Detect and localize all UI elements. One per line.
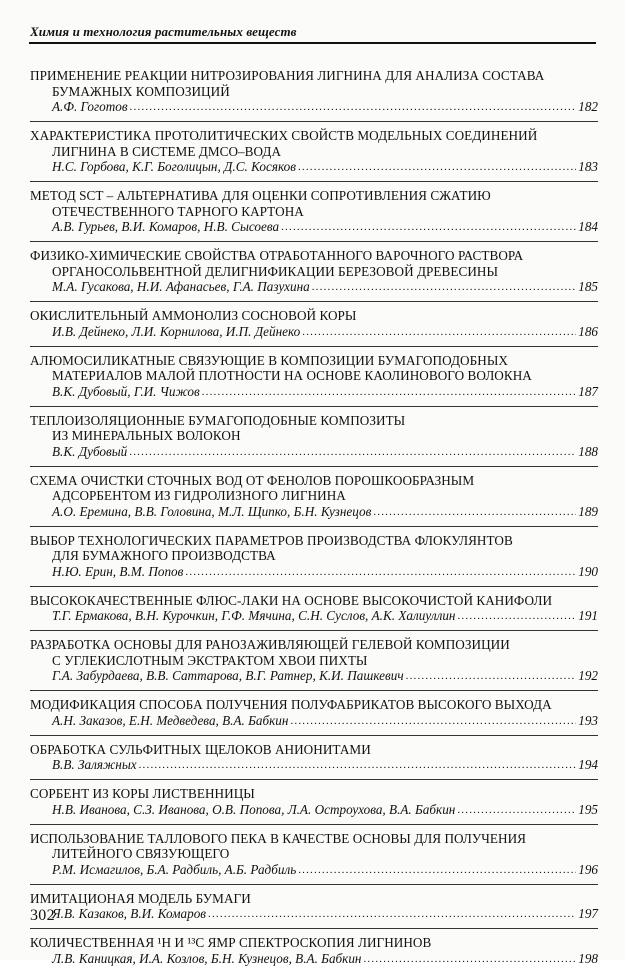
entry-title: [30, 831, 598, 862]
entry-title-line: ИСПОЛЬЗОВАНИЕ ТАЛЛОВОГО ПЕКА В КАЧЕСТВЕ ОСНОВЫ ДЛЯ ПОЛУЧЕНИЯ: [30, 830, 527, 846]
entry-title: [30, 128, 598, 159]
entry-title-continuation: ДЛЯ БУМАЖНОГО ПРОИЗВОДСТВА: [52, 548, 276, 563]
entry-separator: [30, 121, 598, 122]
entry-separator: [30, 779, 598, 780]
entry-title-continuation: С УГЛЕКИСЛОТНЫМ ЭКСТРАКТОМ ХВОИ ПИХТЫ: [52, 652, 368, 668]
running-header: Химия и технология растительных веществ: [30, 24, 297, 39]
entry-authors: А.О. Еремина, В.В. Головина, М.Л. Щипко, Б.Н. Кузнецов: [52, 503, 372, 519]
entry-separator: [30, 884, 598, 885]
entry-page-number: 197: [578, 906, 598, 921]
toc-entry: [30, 128, 598, 176]
entry-page-number: 188: [578, 443, 598, 459]
entry-title: [30, 68, 598, 99]
entry-page-number: 186: [578, 323, 598, 339]
entry-title-line: ПРИМЕНЕНИЕ РЕАКЦИИ НИТРОЗИРОВАНИЯ ЛИГНИНА ДЛЯ АНАЛИЗА СОСТАВА: [30, 68, 545, 83]
entry-separator: [30, 586, 598, 587]
entry-authors: В.К. Дубовый: [52, 443, 128, 459]
toc-entry: [30, 593, 598, 626]
toc-entry: [30, 248, 598, 296]
dot-leader: [363, 951, 576, 967]
dot-leader: [290, 713, 576, 729]
entry-author-row: [30, 444, 598, 461]
toc-entry: [30, 188, 598, 236]
entry-title-line: ТЕПЛОИЗОЛЯЦИОННЫЕ БУМАГОПОДОБНЫЕ КОМПОЗИТЫ: [30, 412, 406, 428]
entry-title-continuation: ОРГАНОСОЛЬВЕНТНОЙ ДЕЛИГНИФИКАЦИИ БЕРЕЗОВОЙ ДРЕВЕСИНЫ: [52, 263, 499, 279]
toc-entry: [30, 68, 598, 116]
entry-page-number: 193: [578, 712, 598, 728]
entry-author-row: [30, 862, 598, 879]
entry-author-row: [30, 159, 598, 176]
entry-separator: [30, 181, 598, 182]
entry-authors: И.В. Дейнеко, Л.И. Корнилова, И.П. Дейнеко: [52, 323, 301, 339]
header-rule: [29, 42, 596, 44]
entry-title-continuation: ИЗ МИНЕРАЛЬНЫХ ВОЛОКОН: [52, 428, 241, 443]
entry-title-line: КОЛИЧЕСТВЕННАЯ ¹H И ¹³C ЯМР СПЕКТРОСКОПИЯ ЛИГНИНОВ: [30, 935, 432, 950]
toc-entry: [30, 637, 598, 685]
dot-leader: [457, 608, 576, 624]
entry-title-line: РАЗРАБОТКА ОСНОВЫ ДЛЯ РАНОЗАЖИВЛЯЮЩЕЙ ГЕЛЕВОЙ КОМПОЗИЦИИ: [30, 637, 510, 652]
entry-authors: Я.В. Казаков, В.И. Комаров: [52, 906, 207, 921]
toc-entry: [30, 786, 598, 819]
toc-entry: [30, 533, 598, 581]
entry-separator: [30, 346, 598, 347]
entry-title-continuation: БУМАЖНЫХ КОМПОЗИЦИЙ: [52, 83, 230, 99]
entry-title-line: АЛЮМОСИЛИКАТНЫЕ СВЯЗУЮЩИЕ В КОМПОЗИЦИИ БУМАГОПОДОБНЫХ: [30, 352, 508, 368]
entry-authors: Г.А. Забурдаева, В.В. Саттарова, В.Г. Ратнер, К.И. Пашкевич: [52, 668, 404, 683]
entry-authors: А.Ф. Гоготов: [52, 99, 128, 114]
toc-entry: [30, 697, 598, 730]
entry-page-number: 195: [578, 801, 598, 817]
dot-leader: [139, 757, 577, 773]
dot-leader: [202, 384, 577, 400]
toc-entry: [30, 353, 598, 401]
entry-separator: [30, 630, 598, 631]
entry-separator: [30, 824, 598, 825]
dot-leader: [129, 444, 576, 460]
entry-author-row: [30, 608, 598, 625]
entry-title-line: ОБРАБОТКА СУЛЬФИТНЫХ ЩЕЛОКОВ АНИОНИТАМИ: [30, 741, 371, 757]
entry-title: [30, 308, 598, 324]
entry-author-row: [30, 324, 598, 341]
page-number: 302: [30, 907, 55, 924]
entry-title: [30, 786, 598, 802]
toc-entry: [30, 413, 598, 461]
entry-author-row: [30, 668, 598, 685]
entry-page-number: 185: [578, 279, 598, 294]
entry-title: [30, 891, 598, 907]
entry-page-number: 183: [578, 159, 598, 174]
dot-leader: [130, 99, 577, 115]
entry-separator: [30, 928, 598, 929]
entry-author-row: [30, 279, 598, 296]
entry-authors: Н.Ю. Ерин, В.М. Попов: [52, 563, 184, 579]
toc-entry: [30, 891, 598, 924]
entry-authors: В.К. Дубовый, Г.И. Чижов: [52, 383, 200, 399]
entry-page-number: 194: [578, 757, 598, 772]
entry-title-line: МЕТОД SCT – АЛЬТЕРНАТИВА ДЛЯ ОЦЕНКИ СОПРОТИВЛЕНИЯ СЖАТИЮ: [30, 188, 491, 203]
entry-title-line: ФИЗИКО-ХИМИЧЕСКИЕ СВОЙСТВА ОТРАБОТАННОГО ВАРОЧНОГО РАСТВОРА: [30, 248, 524, 263]
entry-title: [30, 593, 598, 609]
entry-separator: [30, 690, 598, 691]
entry-author-row: [30, 219, 598, 236]
entry-title-line: ВЫСОКОКАЧЕСТВЕННЫЕ ФЛЮС-ЛАКИ НА ОСНОВЕ ВЫСОКОЧИСТОЙ КАНИФОЛИ: [30, 592, 553, 608]
entry-page-number: 182: [578, 99, 598, 114]
entry-authors: А.В. Гурьев, В.И. Комаров, Н.В. Сысоева: [52, 219, 280, 234]
dot-leader: [373, 504, 576, 520]
entry-title-line: ХАРАКТЕРИСТИКА ПРОТОЛИТИЧЕСКИХ СВОЙСТВ МОДЕЛЬНЫХ СОЕДИНЕНИЙ: [30, 128, 538, 143]
entry-title-line: МОДИФИКАЦИЯ СПОСОБА ПОЛУЧЕНИЯ ПОЛУФАБРИКАТОВ ВЫСОКОГО ВЫХОДА: [30, 697, 552, 712]
table-of-contents: [30, 68, 598, 968]
dot-leader: [298, 862, 576, 878]
toc-entry: [30, 473, 598, 521]
entry-title-continuation: АДСОРБЕНТОМ ИЗ ГИДРОЛИЗНОГО ЛИГНИНА: [52, 488, 346, 503]
entry-author-row: [30, 504, 598, 521]
entry-author-row: [30, 951, 598, 968]
entry-separator: [30, 735, 598, 736]
entry-title: [30, 533, 598, 564]
dot-leader: [302, 324, 576, 340]
dot-leader: [281, 219, 576, 235]
entry-authors: Л.В. Каницкая, И.А. Козлов, Б.Н. Кузнецов, В.А. Бабкин: [52, 950, 362, 966]
entry-separator: [30, 526, 598, 527]
entry-title: [30, 353, 598, 384]
entry-title: [30, 935, 598, 951]
entry-page-number: 189: [578, 503, 598, 519]
entry-page-number: 198: [578, 950, 598, 966]
entry-author-row: [30, 802, 598, 819]
toc-entry: [30, 742, 598, 775]
entry-title: [30, 248, 598, 279]
entry-separator: [30, 241, 598, 242]
dot-leader: [208, 906, 576, 922]
entry-author-row: [30, 713, 598, 730]
entry-title-continuation: ЛИГНИНА В СИСТЕМЕ ДМСО–ВОДА: [52, 143, 282, 159]
entry-page-number: 184: [578, 219, 598, 234]
entry-title-continuation: МАТЕРИАЛОВ МАЛОЙ ПЛОТНОСТИ НА ОСНОВЕ КАОЛИНОВОГО ВОЛОКНА: [52, 368, 532, 383]
entry-authors: В.В. Заляжных: [52, 757, 137, 772]
entry-author-row: [30, 99, 598, 116]
dot-leader: [406, 668, 577, 684]
dot-leader: [457, 802, 576, 818]
entry-title-continuation: ОТЕЧЕСТВЕННОГО ТАРНОГО КАРТОНА: [52, 203, 304, 219]
entry-author-row: [30, 384, 598, 401]
entry-page-number: 196: [578, 861, 598, 877]
entry-title-line: ОКИСЛИТЕЛЬНЫЙ АММОНОЛИЗ СОСНОВОЙ КОРЫ: [30, 308, 357, 323]
entry-page-number: 187: [578, 383, 598, 399]
dot-leader: [298, 159, 576, 175]
entry-separator: [30, 301, 598, 302]
toc-entry: [30, 308, 598, 341]
dot-leader: [185, 564, 576, 580]
entry-title-continuation: ЛИТЕЙНОГО СВЯЗУЮЩЕГО: [52, 846, 230, 861]
entry-authors: Т.Г. Ермакова, В.Н. Курочкин, Г.Ф. Мячина, С.Н. Суслов, А.К. Халиуллин: [52, 608, 456, 623]
entry-authors: Н.С. Горбова, К.Г. Боголицын, Д.С. Косяков: [52, 159, 296, 174]
entry-title-line: СХЕМА ОЧИСТКИ СТОЧНЫХ ВОД ОТ ФЕНОЛОВ ПОРОШКООБРАЗНЫМ: [30, 472, 475, 488]
entry-title: [30, 413, 598, 444]
entry-page-number: 192: [578, 668, 598, 683]
entry-page-number: 190: [578, 563, 598, 579]
entry-separator: [30, 466, 598, 467]
toc-entry: [30, 831, 598, 879]
dot-leader: [312, 279, 577, 295]
entry-page-number: 191: [578, 608, 598, 623]
entry-separator: [30, 406, 598, 407]
entry-title: [30, 637, 598, 668]
entry-authors: Р.М. Исмагилов, Б.А. Радбиль, А.Б. Радбиль: [52, 861, 297, 877]
toc-entry: [30, 935, 598, 968]
entry-author-row: [30, 564, 598, 581]
entry-title: [30, 473, 598, 504]
entry-authors: М.А. Гусакова, Н.И. Афанасьев, Г.А. Пазухина: [52, 279, 310, 294]
entry-title-line: ИМИТАЦИОНАЯ МОДЕЛЬ БУМАГИ: [30, 890, 251, 906]
entry-title: [30, 188, 598, 219]
entry-author-row: [30, 906, 598, 923]
entry-author-row: [30, 757, 598, 774]
entry-authors: Н.В. Иванова, С.З. Иванова, О.В. Попова, Л.А. Остроухова, В.А. Бабкин: [52, 801, 456, 817]
entry-title: [30, 697, 598, 713]
entry-title-line: ВЫБОР ТЕХНОЛОГИЧЕСКИХ ПАРАМЕТРОВ ПРОИЗВОДСТВА ФЛОКУЛЯНТОВ: [30, 532, 513, 548]
entry-authors: А.Н. Заказов, Е.Н. Медведева, В.А. Бабкин: [52, 712, 289, 728]
entry-title-line: СОРБЕНТ ИЗ КОРЫ ЛИСТВЕННИЦЫ: [30, 786, 255, 801]
entry-title: [30, 742, 598, 758]
